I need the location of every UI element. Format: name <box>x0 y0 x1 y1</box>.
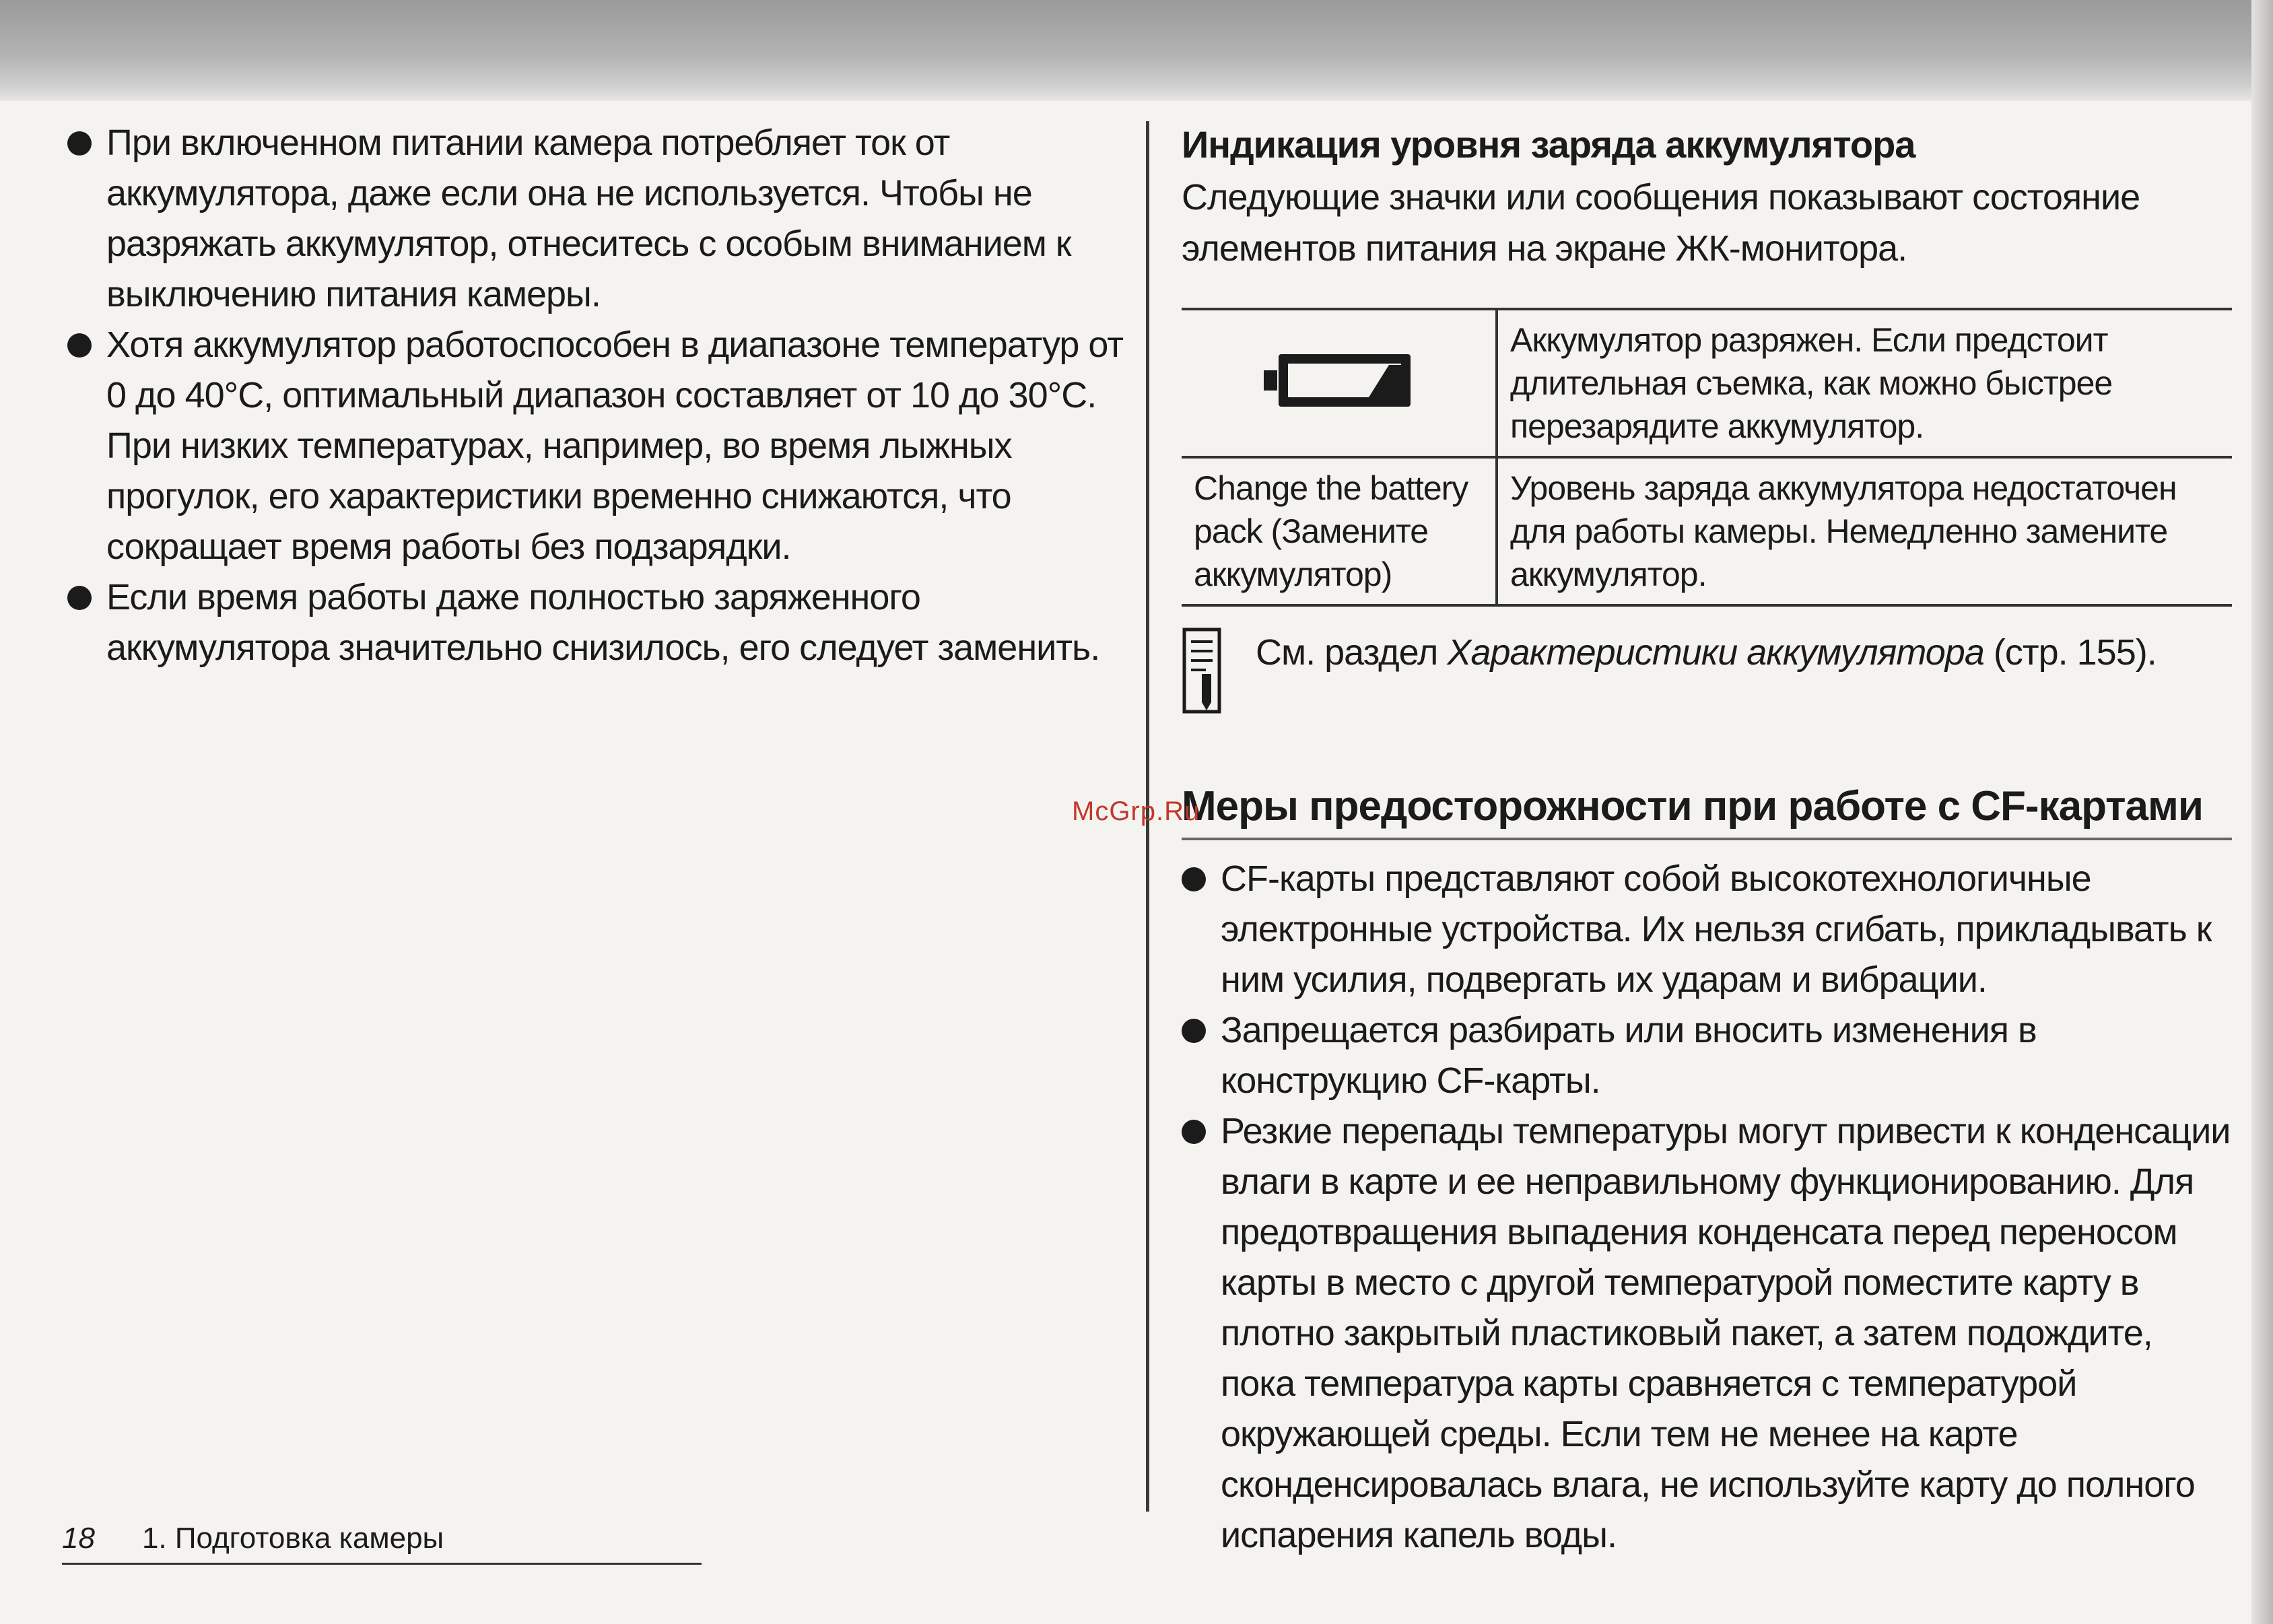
list-item <box>67 320 1131 572</box>
bullet-text: Запрещается разбирать или вносить изменения в конструкцию CF-карты. <box>1221 1010 2037 1101</box>
description-cell: Аккумулятор разряжен. Если предстоит длительная съемка, как можно быстрее перезарядите аккумулятор. <box>1497 309 2232 457</box>
battery-indicator-table <box>1182 308 2232 607</box>
page-footer <box>62 1518 702 1565</box>
table-row <box>1182 309 2232 457</box>
bullet-icon <box>67 333 92 358</box>
list-item <box>67 572 1131 673</box>
cf-bullet-list <box>1182 854 2232 1561</box>
table-row <box>1182 457 2232 605</box>
left-column <box>67 118 1131 673</box>
note-prefix: См. раздел <box>1256 632 1448 673</box>
description-cell: Уровень заряда аккумулятора недостаточен для работы камеры. Немедленно замените аккумулятор. <box>1510 469 2177 593</box>
battery-specs-reference: Характеристики аккумулятора <box>1447 632 1984 673</box>
list-item <box>67 118 1131 320</box>
bullet-text: Резкие перепады температуры могут привести к конденсации влаги в карте и ее неправильному функционированию. Для предотвращения выпадения конденсата перед переносом карты в место с другой температурой поместите карту в плотно закрытый пластиковый пакет, а затем подождите, пока температура карты сравняется с температурой окружающей среды. Если тем не менее на карте сконденсировалась влага, не используйте карту до полного испарения капель воды. <box>1221 1111 2231 1555</box>
left-bullet-list <box>67 118 1131 673</box>
battery-indicator-heading: Индикация уровня заряда аккумулятора <box>1182 123 1915 166</box>
list-item <box>1182 854 2232 1005</box>
bullet-icon <box>1182 1120 1206 1144</box>
right-scan-edge <box>2251 0 2273 1624</box>
right-column <box>1182 118 2232 1561</box>
chapter-title: 1. Подготовка камеры <box>141 1522 444 1555</box>
battery-indicator-intro: Следующие значки или сообщения показывают состояние элементов питания на экране ЖК-монитора. <box>1182 177 2140 269</box>
list-item <box>1182 1106 2232 1561</box>
page-number: 18 <box>62 1522 95 1555</box>
footer-rule <box>62 1563 702 1565</box>
bullet-icon <box>1182 867 1206 891</box>
bullet-icon <box>1182 1019 1206 1043</box>
bullet-text: Если время работы даже полностью заряженного аккумулятора значительно снизилось, его следует заменить. <box>106 577 1100 668</box>
note-suffix: (стр. 155). <box>1983 632 2157 673</box>
memo-icon <box>1182 627 1222 714</box>
footer-row <box>62 1518 702 1559</box>
cf-section-heading: Меры предосторожности при работе с CF-картами <box>1182 778 2232 840</box>
bullet-icon <box>67 131 92 156</box>
bullet-icon <box>67 586 92 610</box>
watermark: McGrp.Ru <box>1072 797 1200 826</box>
indicator-cell: Change the battery pack (Замените аккумулятор) <box>1182 457 1497 605</box>
indicator-cell <box>1182 309 1497 457</box>
bullet-text: CF-карты представляют собой высокотехнологичные электронные устройства. Их нельзя сгибать, прикладывать к ним усилия, подвергать их ударам и вибрации. <box>1221 858 2212 1000</box>
battery-low-icon <box>1261 345 1416 412</box>
list-item <box>1182 1005 2232 1106</box>
top-scan-band <box>0 0 2273 101</box>
reference-note-text <box>1256 627 2157 678</box>
bullet-text: Хотя аккумулятор работоспособен в диапазоне температур от 0 до 40°С, оптимальный диапазон составляет от 10 до 30°С. При низких температурах, например, во время лыжных прогулок, его характеристики временно снижаются, что сокращает время работы без подзарядки. <box>106 325 1123 567</box>
reference-note <box>1182 627 2232 714</box>
bullet-text: При включенном питании камера потребляет ток от аккумулятора, даже если она не используется. Чтобы не разряжать аккумулятор, отнеситесь с особым вниманием к выключению питания камеры. <box>106 123 1071 314</box>
